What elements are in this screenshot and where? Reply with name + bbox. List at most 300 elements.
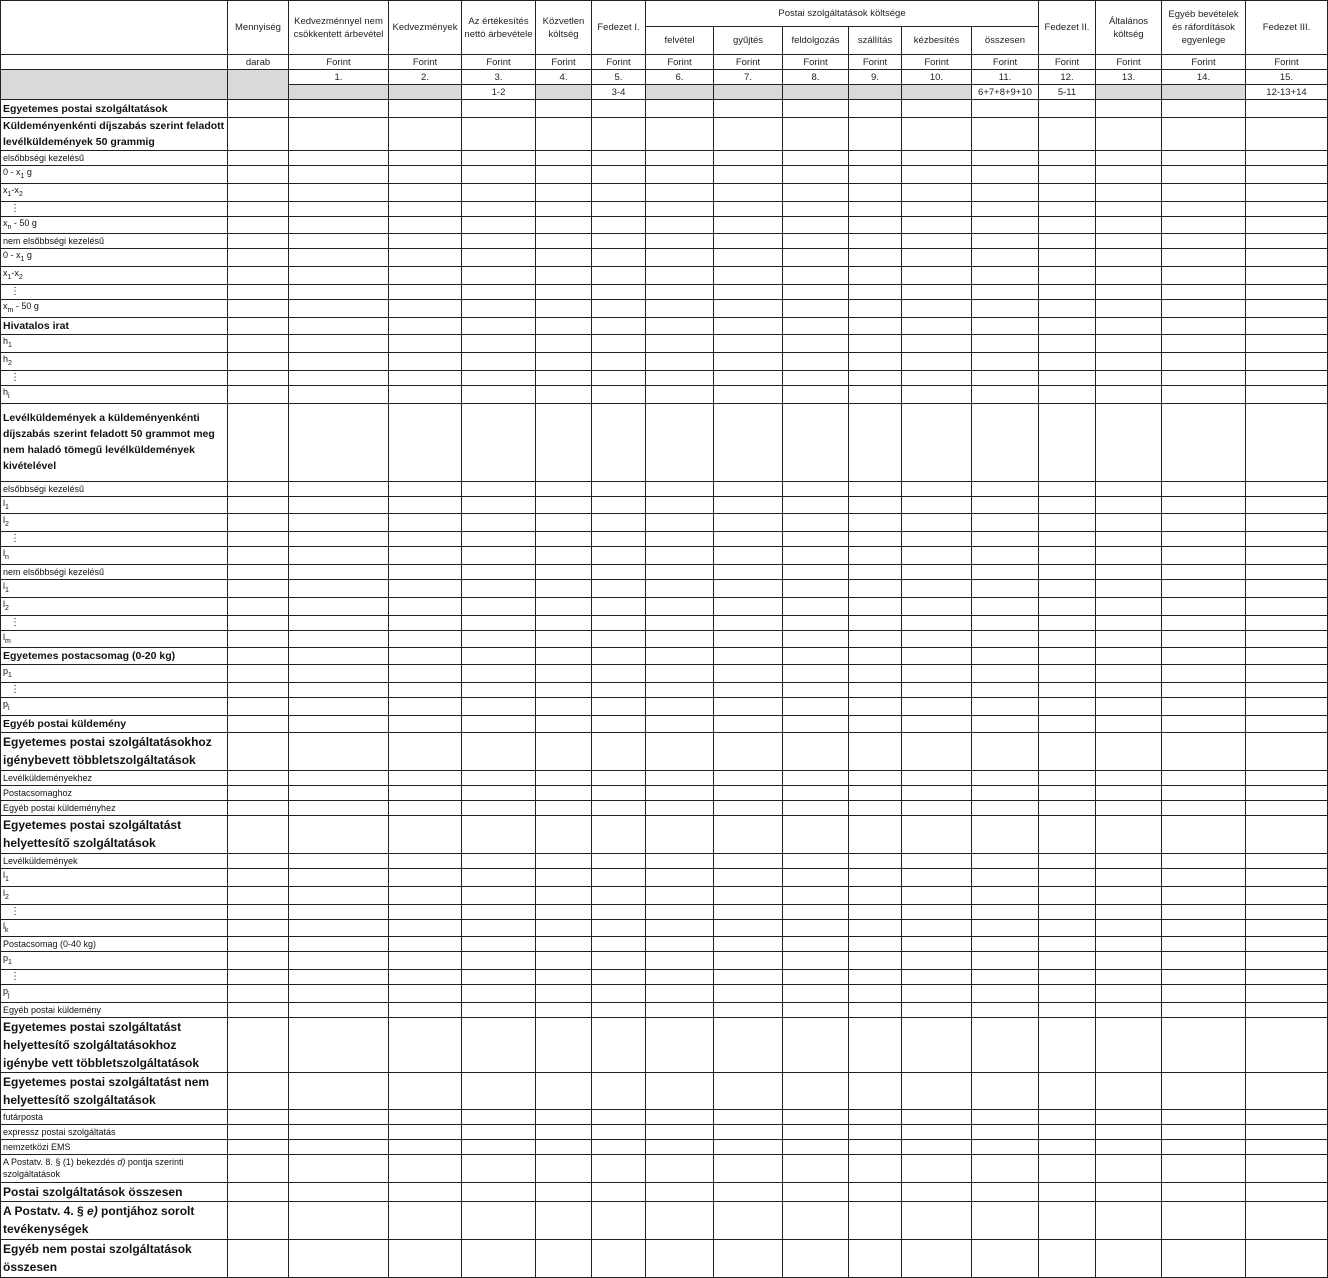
data-cell[interactable] xyxy=(1096,1182,1162,1201)
data-cell[interactable] xyxy=(289,1002,389,1017)
data-cell[interactable] xyxy=(1096,970,1162,985)
data-cell[interactable] xyxy=(592,1239,646,1277)
data-cell[interactable] xyxy=(389,853,462,868)
data-cell[interactable] xyxy=(536,370,592,385)
data-cell[interactable] xyxy=(462,166,536,184)
data-cell[interactable] xyxy=(1246,1072,1328,1109)
data-cell[interactable] xyxy=(1096,352,1162,370)
data-cell[interactable] xyxy=(389,800,462,815)
data-cell[interactable] xyxy=(783,904,849,919)
data-cell[interactable] xyxy=(289,1072,389,1109)
data-cell[interactable] xyxy=(228,952,289,970)
data-cell[interactable] xyxy=(389,481,462,496)
data-cell[interactable] xyxy=(783,547,849,565)
data-cell[interactable] xyxy=(536,715,592,732)
data-cell[interactable] xyxy=(1096,868,1162,886)
data-cell[interactable] xyxy=(714,201,783,216)
data-cell[interactable] xyxy=(536,234,592,249)
data-cell[interactable] xyxy=(389,299,462,317)
data-cell[interactable] xyxy=(783,597,849,615)
data-cell[interactable] xyxy=(1246,334,1328,352)
data-cell[interactable] xyxy=(1039,1201,1096,1239)
data-cell[interactable] xyxy=(972,715,1039,732)
data-cell[interactable] xyxy=(1246,1201,1328,1239)
data-cell[interactable] xyxy=(1246,868,1328,886)
data-cell[interactable] xyxy=(714,1182,783,1201)
data-cell[interactable] xyxy=(1162,1239,1246,1277)
data-cell[interactable] xyxy=(536,630,592,648)
data-cell[interactable] xyxy=(849,868,902,886)
data-cell[interactable] xyxy=(646,183,714,201)
data-cell[interactable] xyxy=(389,1239,462,1277)
data-cell[interactable] xyxy=(714,352,783,370)
data-cell[interactable] xyxy=(972,352,1039,370)
data-cell[interactable] xyxy=(972,1017,1039,1072)
data-cell[interactable] xyxy=(646,481,714,496)
data-cell[interactable] xyxy=(536,514,592,532)
data-cell[interactable] xyxy=(1246,370,1328,385)
data-cell[interactable] xyxy=(714,317,783,334)
data-cell[interactable] xyxy=(462,201,536,216)
data-cell[interactable] xyxy=(646,564,714,579)
data-cell[interactable] xyxy=(1246,853,1328,868)
data-cell[interactable] xyxy=(1039,334,1096,352)
data-cell[interactable] xyxy=(462,547,536,565)
data-cell[interactable] xyxy=(902,985,972,1003)
data-cell[interactable] xyxy=(902,385,972,403)
data-cell[interactable] xyxy=(228,919,289,937)
data-cell[interactable] xyxy=(1039,118,1096,151)
data-cell[interactable] xyxy=(972,166,1039,184)
data-cell[interactable] xyxy=(1039,868,1096,886)
data-cell[interactable] xyxy=(1096,216,1162,234)
data-cell[interactable] xyxy=(1039,853,1096,868)
data-cell[interactable] xyxy=(849,1072,902,1109)
data-cell[interactable] xyxy=(592,1072,646,1109)
data-cell[interactable] xyxy=(1246,403,1328,481)
data-cell[interactable] xyxy=(228,100,289,118)
data-cell[interactable] xyxy=(389,815,462,853)
data-cell[interactable] xyxy=(714,1201,783,1239)
data-cell[interactable] xyxy=(783,579,849,597)
data-cell[interactable] xyxy=(592,985,646,1003)
data-cell[interactable] xyxy=(972,385,1039,403)
data-cell[interactable] xyxy=(389,715,462,732)
data-cell[interactable] xyxy=(536,665,592,683)
data-cell[interactable] xyxy=(536,403,592,481)
data-cell[interactable] xyxy=(646,868,714,886)
data-cell[interactable] xyxy=(1246,1182,1328,1201)
data-cell[interactable] xyxy=(536,937,592,952)
data-cell[interactable] xyxy=(389,886,462,904)
data-cell[interactable] xyxy=(289,201,389,216)
data-cell[interactable] xyxy=(289,564,389,579)
data-cell[interactable] xyxy=(902,630,972,648)
data-cell[interactable] xyxy=(536,904,592,919)
data-cell[interactable] xyxy=(228,815,289,853)
data-cell[interactable] xyxy=(902,698,972,716)
data-cell[interactable] xyxy=(1039,352,1096,370)
data-cell[interactable] xyxy=(592,615,646,630)
data-cell[interactable] xyxy=(1096,615,1162,630)
data-cell[interactable] xyxy=(462,715,536,732)
data-cell[interactable] xyxy=(289,683,389,698)
data-cell[interactable] xyxy=(536,1154,592,1182)
data-cell[interactable] xyxy=(536,118,592,151)
data-cell[interactable] xyxy=(646,715,714,732)
data-cell[interactable] xyxy=(1162,630,1246,648)
data-cell[interactable] xyxy=(972,532,1039,547)
data-cell[interactable] xyxy=(972,1154,1039,1182)
data-cell[interactable] xyxy=(462,1139,536,1154)
data-cell[interactable] xyxy=(536,579,592,597)
data-cell[interactable] xyxy=(1246,532,1328,547)
data-cell[interactable] xyxy=(1246,815,1328,853)
data-cell[interactable] xyxy=(289,370,389,385)
data-cell[interactable] xyxy=(1039,800,1096,815)
data-cell[interactable] xyxy=(536,952,592,970)
data-cell[interactable] xyxy=(536,1002,592,1017)
data-cell[interactable] xyxy=(1162,201,1246,216)
data-cell[interactable] xyxy=(462,1072,536,1109)
data-cell[interactable] xyxy=(1039,284,1096,299)
data-cell[interactable] xyxy=(783,385,849,403)
data-cell[interactable] xyxy=(1096,100,1162,118)
data-cell[interactable] xyxy=(228,1182,289,1201)
data-cell[interactable] xyxy=(714,630,783,648)
data-cell[interactable] xyxy=(714,683,783,698)
data-cell[interactable] xyxy=(389,234,462,249)
data-cell[interactable] xyxy=(1162,937,1246,952)
data-cell[interactable] xyxy=(1039,615,1096,630)
data-cell[interactable] xyxy=(1162,1124,1246,1139)
data-cell[interactable] xyxy=(1246,481,1328,496)
data-cell[interactable] xyxy=(389,514,462,532)
data-cell[interactable] xyxy=(1096,514,1162,532)
data-cell[interactable] xyxy=(592,1182,646,1201)
data-cell[interactable] xyxy=(1246,800,1328,815)
data-cell[interactable] xyxy=(592,785,646,800)
data-cell[interactable] xyxy=(1162,1154,1246,1182)
data-cell[interactable] xyxy=(289,630,389,648)
data-cell[interactable] xyxy=(1162,249,1246,267)
data-cell[interactable] xyxy=(714,284,783,299)
data-cell[interactable] xyxy=(536,564,592,579)
data-cell[interactable] xyxy=(289,514,389,532)
data-cell[interactable] xyxy=(849,1239,902,1277)
data-cell[interactable] xyxy=(289,100,389,118)
data-cell[interactable] xyxy=(849,800,902,815)
data-cell[interactable] xyxy=(783,352,849,370)
data-cell[interactable] xyxy=(1096,183,1162,201)
data-cell[interactable] xyxy=(1096,904,1162,919)
data-cell[interactable] xyxy=(972,249,1039,267)
data-cell[interactable] xyxy=(536,532,592,547)
data-cell[interactable] xyxy=(1096,579,1162,597)
data-cell[interactable] xyxy=(389,1109,462,1124)
data-cell[interactable] xyxy=(536,547,592,565)
data-cell[interactable] xyxy=(592,853,646,868)
data-cell[interactable] xyxy=(462,630,536,648)
data-cell[interactable] xyxy=(1039,1154,1096,1182)
data-cell[interactable] xyxy=(902,334,972,352)
data-cell[interactable] xyxy=(289,800,389,815)
data-cell[interactable] xyxy=(902,1239,972,1277)
data-cell[interactable] xyxy=(849,249,902,267)
data-cell[interactable] xyxy=(849,151,902,166)
data-cell[interactable] xyxy=(1162,532,1246,547)
data-cell[interactable] xyxy=(389,1002,462,1017)
data-cell[interactable] xyxy=(536,698,592,716)
data-cell[interactable] xyxy=(536,770,592,785)
data-cell[interactable] xyxy=(389,385,462,403)
data-cell[interactable] xyxy=(592,166,646,184)
data-cell[interactable] xyxy=(389,919,462,937)
data-cell[interactable] xyxy=(1039,1239,1096,1277)
data-cell[interactable] xyxy=(462,514,536,532)
data-cell[interactable] xyxy=(289,985,389,1003)
data-cell[interactable] xyxy=(462,385,536,403)
data-cell[interactable] xyxy=(592,514,646,532)
data-cell[interactable] xyxy=(536,166,592,184)
data-cell[interactable] xyxy=(714,886,783,904)
data-cell[interactable] xyxy=(1096,385,1162,403)
data-cell[interactable] xyxy=(972,815,1039,853)
data-cell[interactable] xyxy=(849,403,902,481)
data-cell[interactable] xyxy=(849,615,902,630)
data-cell[interactable] xyxy=(228,299,289,317)
data-cell[interactable] xyxy=(972,665,1039,683)
data-cell[interactable] xyxy=(972,299,1039,317)
data-cell[interactable] xyxy=(714,1002,783,1017)
data-cell[interactable] xyxy=(1246,579,1328,597)
data-cell[interactable] xyxy=(1162,648,1246,665)
data-cell[interactable] xyxy=(902,100,972,118)
data-cell[interactable] xyxy=(1246,1124,1328,1139)
data-cell[interactable] xyxy=(592,299,646,317)
data-cell[interactable] xyxy=(1096,1072,1162,1109)
data-cell[interactable] xyxy=(714,800,783,815)
data-cell[interactable] xyxy=(462,481,536,496)
data-cell[interactable] xyxy=(646,1154,714,1182)
data-cell[interactable] xyxy=(646,770,714,785)
data-cell[interactable] xyxy=(1246,665,1328,683)
data-cell[interactable] xyxy=(462,698,536,716)
data-cell[interactable] xyxy=(1162,481,1246,496)
data-cell[interactable] xyxy=(902,514,972,532)
data-cell[interactable] xyxy=(1162,151,1246,166)
data-cell[interactable] xyxy=(714,403,783,481)
data-cell[interactable] xyxy=(462,299,536,317)
data-cell[interactable] xyxy=(902,785,972,800)
data-cell[interactable] xyxy=(902,1154,972,1182)
data-cell[interactable] xyxy=(1039,904,1096,919)
data-cell[interactable] xyxy=(849,919,902,937)
data-cell[interactable] xyxy=(592,732,646,770)
data-cell[interactable] xyxy=(849,815,902,853)
data-cell[interactable] xyxy=(1162,299,1246,317)
data-cell[interactable] xyxy=(1246,886,1328,904)
data-cell[interactable] xyxy=(783,952,849,970)
data-cell[interactable] xyxy=(289,267,389,285)
data-cell[interactable] xyxy=(646,886,714,904)
data-cell[interactable] xyxy=(389,1182,462,1201)
data-cell[interactable] xyxy=(902,683,972,698)
data-cell[interactable] xyxy=(783,234,849,249)
data-cell[interactable] xyxy=(902,597,972,615)
data-cell[interactable] xyxy=(1039,496,1096,514)
data-cell[interactable] xyxy=(972,785,1039,800)
data-cell[interactable] xyxy=(289,886,389,904)
data-cell[interactable] xyxy=(902,1201,972,1239)
data-cell[interactable] xyxy=(592,216,646,234)
data-cell[interactable] xyxy=(783,284,849,299)
data-cell[interactable] xyxy=(902,370,972,385)
data-cell[interactable] xyxy=(462,952,536,970)
data-cell[interactable] xyxy=(972,267,1039,285)
data-cell[interactable] xyxy=(389,785,462,800)
data-cell[interactable] xyxy=(592,547,646,565)
data-cell[interactable] xyxy=(462,267,536,285)
data-cell[interactable] xyxy=(902,853,972,868)
data-cell[interactable] xyxy=(389,1072,462,1109)
data-cell[interactable] xyxy=(714,564,783,579)
data-cell[interactable] xyxy=(592,904,646,919)
data-cell[interactable] xyxy=(228,403,289,481)
data-cell[interactable] xyxy=(1162,234,1246,249)
data-cell[interactable] xyxy=(462,579,536,597)
data-cell[interactable] xyxy=(849,496,902,514)
data-cell[interactable] xyxy=(972,201,1039,216)
data-cell[interactable] xyxy=(389,665,462,683)
data-cell[interactable] xyxy=(1162,1017,1246,1072)
data-cell[interactable] xyxy=(1246,547,1328,565)
data-cell[interactable] xyxy=(389,334,462,352)
data-cell[interactable] xyxy=(228,385,289,403)
data-cell[interactable] xyxy=(1246,1139,1328,1154)
data-cell[interactable] xyxy=(1096,853,1162,868)
data-cell[interactable] xyxy=(592,800,646,815)
data-cell[interactable] xyxy=(228,597,289,615)
data-cell[interactable] xyxy=(1162,284,1246,299)
data-cell[interactable] xyxy=(1246,267,1328,285)
data-cell[interactable] xyxy=(1246,151,1328,166)
data-cell[interactable] xyxy=(972,183,1039,201)
data-cell[interactable] xyxy=(536,334,592,352)
data-cell[interactable] xyxy=(462,937,536,952)
data-cell[interactable] xyxy=(1039,985,1096,1003)
data-cell[interactable] xyxy=(902,403,972,481)
data-cell[interactable] xyxy=(783,299,849,317)
data-cell[interactable] xyxy=(849,970,902,985)
data-cell[interactable] xyxy=(462,815,536,853)
data-cell[interactable] xyxy=(1039,532,1096,547)
data-cell[interactable] xyxy=(972,100,1039,118)
data-cell[interactable] xyxy=(389,201,462,216)
data-cell[interactable] xyxy=(849,715,902,732)
data-cell[interactable] xyxy=(1162,615,1246,630)
data-cell[interactable] xyxy=(1246,317,1328,334)
data-cell[interactable] xyxy=(646,579,714,597)
data-cell[interactable] xyxy=(1096,785,1162,800)
data-cell[interactable] xyxy=(849,785,902,800)
data-cell[interactable] xyxy=(228,151,289,166)
data-cell[interactable] xyxy=(228,698,289,716)
data-cell[interactable] xyxy=(1246,249,1328,267)
data-cell[interactable] xyxy=(389,615,462,630)
data-cell[interactable] xyxy=(289,234,389,249)
data-cell[interactable] xyxy=(972,514,1039,532)
data-cell[interactable] xyxy=(902,564,972,579)
data-cell[interactable] xyxy=(1246,648,1328,665)
data-cell[interactable] xyxy=(1246,1239,1328,1277)
data-cell[interactable] xyxy=(972,334,1039,352)
data-cell[interactable] xyxy=(714,770,783,785)
data-cell[interactable] xyxy=(902,1182,972,1201)
data-cell[interactable] xyxy=(783,564,849,579)
data-cell[interactable] xyxy=(646,403,714,481)
data-cell[interactable] xyxy=(1096,267,1162,285)
data-cell[interactable] xyxy=(1246,770,1328,785)
data-cell[interactable] xyxy=(849,385,902,403)
data-cell[interactable] xyxy=(1162,815,1246,853)
data-cell[interactable] xyxy=(228,514,289,532)
data-cell[interactable] xyxy=(1096,1239,1162,1277)
data-cell[interactable] xyxy=(972,698,1039,716)
data-cell[interactable] xyxy=(714,249,783,267)
data-cell[interactable] xyxy=(536,299,592,317)
data-cell[interactable] xyxy=(536,267,592,285)
data-cell[interactable] xyxy=(228,201,289,216)
data-cell[interactable] xyxy=(389,1139,462,1154)
data-cell[interactable] xyxy=(714,370,783,385)
data-cell[interactable] xyxy=(228,853,289,868)
data-cell[interactable] xyxy=(849,216,902,234)
data-cell[interactable] xyxy=(1162,547,1246,565)
data-cell[interactable] xyxy=(714,118,783,151)
data-cell[interactable] xyxy=(536,800,592,815)
data-cell[interactable] xyxy=(228,370,289,385)
data-cell[interactable] xyxy=(536,1072,592,1109)
data-cell[interactable] xyxy=(783,630,849,648)
data-cell[interactable] xyxy=(1096,985,1162,1003)
data-cell[interactable] xyxy=(389,1017,462,1072)
data-cell[interactable] xyxy=(462,284,536,299)
data-cell[interactable] xyxy=(1246,100,1328,118)
data-cell[interactable] xyxy=(228,1017,289,1072)
data-cell[interactable] xyxy=(1096,770,1162,785)
data-cell[interactable] xyxy=(289,904,389,919)
data-cell[interactable] xyxy=(1096,201,1162,216)
data-cell[interactable] xyxy=(228,496,289,514)
data-cell[interactable] xyxy=(1096,403,1162,481)
data-cell[interactable] xyxy=(714,952,783,970)
data-cell[interactable] xyxy=(592,1017,646,1072)
data-cell[interactable] xyxy=(1162,970,1246,985)
data-cell[interactable] xyxy=(462,732,536,770)
data-cell[interactable] xyxy=(849,481,902,496)
data-cell[interactable] xyxy=(972,648,1039,665)
data-cell[interactable] xyxy=(289,698,389,716)
data-cell[interactable] xyxy=(536,868,592,886)
data-cell[interactable] xyxy=(783,166,849,184)
data-cell[interactable] xyxy=(592,334,646,352)
data-cell[interactable] xyxy=(592,1109,646,1124)
data-cell[interactable] xyxy=(592,868,646,886)
data-cell[interactable] xyxy=(783,514,849,532)
data-cell[interactable] xyxy=(849,564,902,579)
data-cell[interactable] xyxy=(646,1201,714,1239)
